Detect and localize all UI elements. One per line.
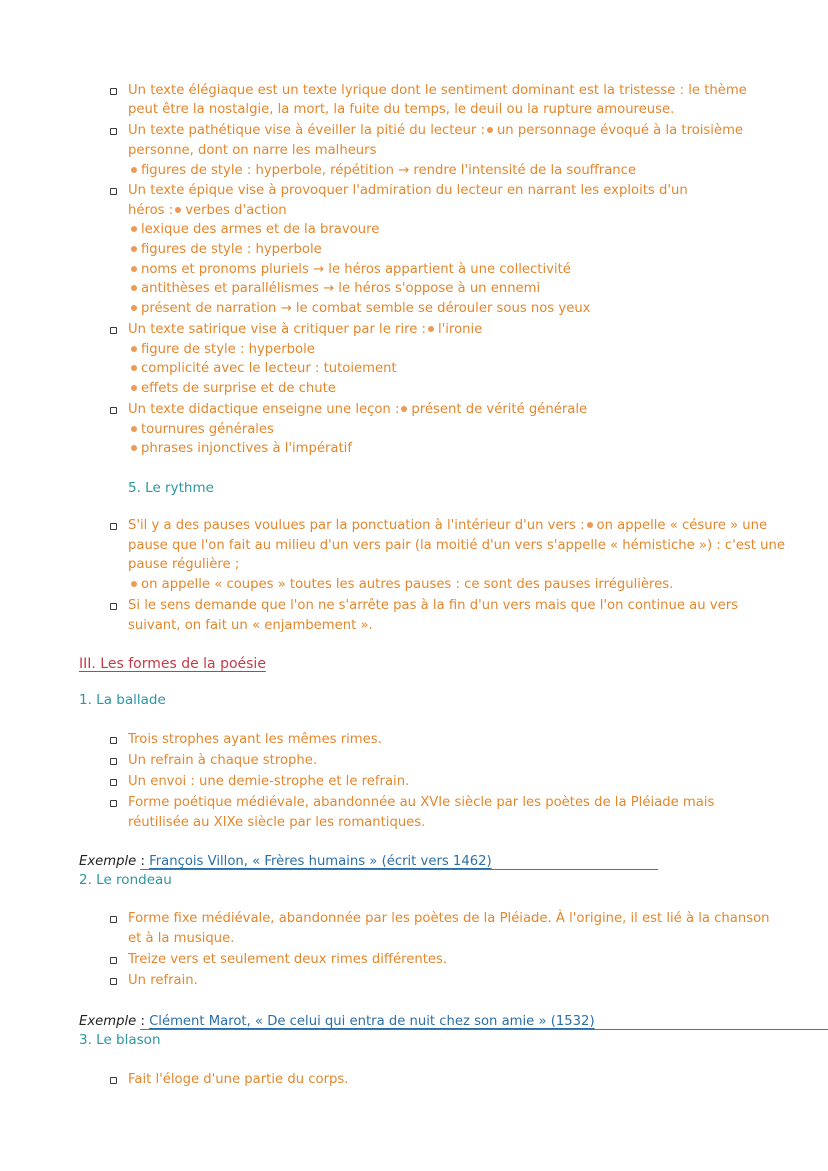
checkbox-icon [110,957,117,964]
bullet-dot-icon [131,445,137,451]
ballade-item: Un envoi : une demie-strophe et le refrain. [128,774,410,789]
rythme-p2-line1: Si le sens demande que l'on ne s'arrête pas à la fin d'un vers mais que l'on continue au vers [128,598,738,613]
rythme-p2-line2: suivant, on fait un « enjambement ». [128,618,373,633]
register-epique-bullet: noms et pronoms pluriels → le héros appartient à une collectivité [131,260,571,279]
bullet-dot-icon [131,226,137,232]
rondeau-item: Un refrain. [128,973,198,988]
checkbox-icon [110,779,117,786]
register-epique-bullet: antithèses et parallélismes → le héros s'oppose à un ennemi [131,279,540,298]
bullet-dot-icon [131,246,137,252]
divider [140,1029,828,1030]
register-epique-bullet: figures de style : hyperbole [131,240,322,259]
register-satirique-line1: Un texte satirique vise à critiquer par le rire : l'ironie [128,322,483,337]
bullet-dot-icon [131,581,137,587]
register-epique-bullet: lexique des armes et de la bravoure [131,220,379,239]
checkbox-icon [110,978,117,985]
register-satirique-bullet: figure de style : hyperbole [131,340,315,359]
rondeau-item: Treize vers et seulement deux rimes différentes. [128,952,448,967]
bullet-dot-icon [131,167,137,173]
bullet-dot-icon [487,127,493,133]
checkbox-icon [110,1077,117,1084]
blason-item: Fait l'éloge d'une partie du corps. [128,1072,349,1087]
rythme-p1-line1: S'il y a des pauses voulues par la ponctuation à l'intérieur d'un vers : on appelle « césure » une [128,518,768,533]
blason-heading: 3. Le blason [79,1032,161,1048]
register-epique-line1: Un texte épique vise à provoquer l'admiration du lecteur en narrant les exploits d'un [128,183,688,198]
register-elegiaque-line2: peut être la nostalgie, la mort, la fuite du temps, le deuil ou la rupture amoureuse. [128,102,675,117]
checkbox-icon [110,523,117,530]
bullet-dot-icon [401,406,407,412]
ballade-item: Forme poétique médiévale, abandonnée au XVIe siècle par les poètes de la Pléiade mais [128,795,715,810]
checkbox-icon [110,737,117,744]
checkbox-icon [110,800,117,807]
section-title-formes: III. Les formes de la poésie [79,656,266,672]
bullet-dot-icon [175,207,181,213]
bullet-dot-icon [131,385,137,391]
checkbox-icon [110,916,117,923]
register-didactique-bullet: phrases injonctives à l'impératif [131,439,352,458]
checkbox-icon [110,407,117,414]
bullet-dot-icon [131,365,137,371]
rondeau-item: Forme fixe médiévale, abandonnée par les poètes de la Pléiade. À l'origine, il est lié à la chanson [128,911,770,926]
ballade-heading: 1. La ballade [79,692,166,708]
rondeau-example-reference: Clément Marot, « De celui qui entra de nuit chez son amie » (1532) [149,1014,595,1029]
checkbox-icon [110,758,117,765]
bullet-dot-icon [131,266,137,272]
bullet-dot-icon [131,305,137,311]
ballade-example-reference: François Villon, « Frères humains » (écrit vers 1462) [149,854,492,869]
checkbox-icon [110,128,117,135]
register-didactique-bullet: tournures générales [131,420,274,439]
rondeau-heading: 2. Le rondeau [79,872,172,888]
rondeau-example: Exemple : Clément Marot, « De celui qui entra de nuit chez son amie » (1532) [79,1014,595,1029]
checkbox-icon [110,188,117,195]
register-epique-bullet: présent de narration → le combat semble se dérouler sous nos yeux [131,299,590,318]
bullet-dot-icon [131,426,137,432]
ballade-example: Exemple : François Villon, « Frères humains » (écrit vers 1462) [79,854,492,869]
register-pathetique-bullet: figures de style : hyperbole, répétition → rendre l'intensité de la souffrance [131,161,636,180]
register-pathetique-line1: Un texte pathétique vise à éveiller la pitié du lecteur : un personnage évoqué à la troisième [128,123,744,138]
bullet-dot-icon [428,326,434,332]
rythme-p1-bullet: on appelle « coupes » toutes les autres pauses : ce sont des pauses irrégulières. [131,575,673,594]
register-pathetique-line2: personne, dont on narre les malheurs [128,143,377,158]
ballade-item: Un refrain à chaque strophe. [128,753,318,768]
rythme-heading: 5. Le rythme [128,480,214,496]
register-epique-line2: héros : verbes d'action [128,203,287,218]
rythme-p1-line2: pause que l'on fait au milieu d'un vers pair (la moitié d'un vers s'appelle « hémistiche ») : c'est une [128,538,785,553]
rythme-p1-line3: pause régulière ; [128,557,240,572]
register-satirique-bullet: effets de surprise et de chute [131,379,336,398]
rondeau-item-continuation: et à la musique. [128,931,235,946]
register-satirique-bullet: complicité avec le lecteur : tutoiement [131,359,397,378]
bullet-dot-icon [131,285,137,291]
ballade-item-continuation: réutilisée au XIXe siècle par les romantiques. [128,815,426,830]
checkbox-icon [110,88,117,95]
checkbox-icon [110,603,117,610]
register-didactique-line1: Un texte didactique enseigne une leçon : présent de vérité générale [128,402,588,417]
checkbox-icon [110,327,117,334]
divider [140,869,658,870]
ballade-item: Trois strophes ayant les mêmes rimes. [128,732,382,747]
bullet-dot-icon [587,522,593,528]
register-elegiaque-line1: Un texte élégiaque est un texte lyrique dont le sentiment dominant est la tristesse : le thème [128,83,747,98]
bullet-dot-icon [131,346,137,352]
